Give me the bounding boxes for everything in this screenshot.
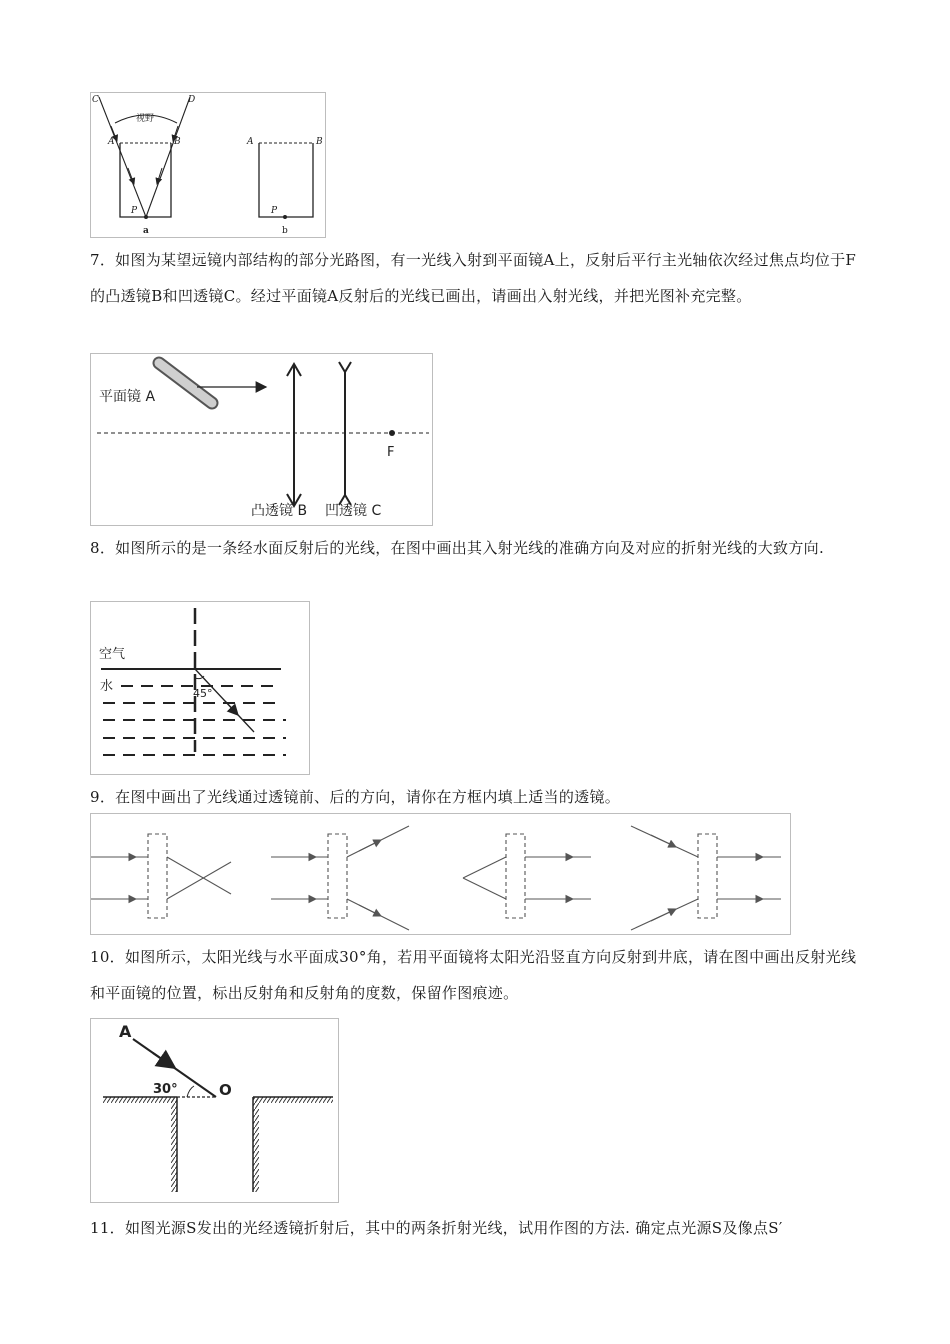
figure-label: P xyxy=(131,206,138,216)
lens-box-1 xyxy=(148,834,167,918)
point-p-a xyxy=(144,215,148,219)
lens-box-2 xyxy=(328,834,347,918)
figure-telescope xyxy=(90,353,433,526)
figure-label: B xyxy=(316,137,323,147)
figure-label: a xyxy=(143,226,149,236)
figure-label: A xyxy=(108,137,115,147)
figure-label: 凸透镜 B xyxy=(251,503,308,519)
lens-box-3 xyxy=(506,834,525,918)
figure-label: 30° xyxy=(153,1082,178,1097)
figure-label: 水 xyxy=(100,679,114,694)
focus-point xyxy=(389,430,395,436)
container-b xyxy=(259,143,313,217)
convex-lens-b xyxy=(287,364,301,506)
figure-label: O xyxy=(219,1081,232,1099)
question-8-text: 8．如图所示的是一条经水面反射后的光线，在图中画出其入射光线的准确方向及对应的折射光线的大致方向. xyxy=(90,539,825,557)
figure-label: B xyxy=(174,137,181,147)
question-7-text: 7．如图为某望远镜内部结构的部分光路图，有一光线入射到平面镜A上，反射后平行主光轴依次经过焦点均位于F的凸透镜B和凹透镜C。经过平面镜A反射后的光线已画出，请画出入射光线，并把光图补充完整。 xyxy=(90,251,857,305)
figure-label: A xyxy=(247,137,254,147)
figure-well-sunlight xyxy=(90,1018,339,1203)
lens-box-4 xyxy=(698,834,717,918)
figure-label: D xyxy=(188,95,196,105)
reflected-ray xyxy=(195,669,254,732)
question-11-text: 11．如图光源S发出的光经透镜折射后，其中的两条折射光线，试用作图的方法. 确定点光源S及像点S′ xyxy=(90,1219,783,1237)
figure-label: C xyxy=(92,95,99,105)
figure-label: 凹透镜 C xyxy=(325,503,382,519)
plane-mirror-a xyxy=(159,363,212,403)
question-10-text: 10．如图所示，太阳光线与水平面成30°角，若用平面镜将太阳光沿竖直方向反射到井底，请在图中画出反射光线和平面镜的位置，标出反射角和反射角的度数，保留作图痕迹。 xyxy=(90,948,857,1002)
figure-label: b xyxy=(282,226,288,236)
figure-label: A xyxy=(119,1022,132,1041)
figure-label: 45° xyxy=(193,687,213,700)
figure-label: P xyxy=(271,206,278,216)
question-9-text: 9．在图中画出了光线通过透镜前、后的方向，请你在方框内填上适当的透镜。 xyxy=(90,788,621,806)
figure-label: 平面镜 A xyxy=(99,389,156,405)
figure-water-reflection xyxy=(90,601,310,775)
view-label: 视野 xyxy=(136,114,155,124)
figure-label: 空气 xyxy=(99,647,126,662)
container-a xyxy=(120,143,171,217)
figure-label: F xyxy=(387,445,395,460)
point-p-b xyxy=(283,215,287,219)
figure-lens-boxes xyxy=(90,813,791,935)
figure-view-angle xyxy=(90,92,326,238)
